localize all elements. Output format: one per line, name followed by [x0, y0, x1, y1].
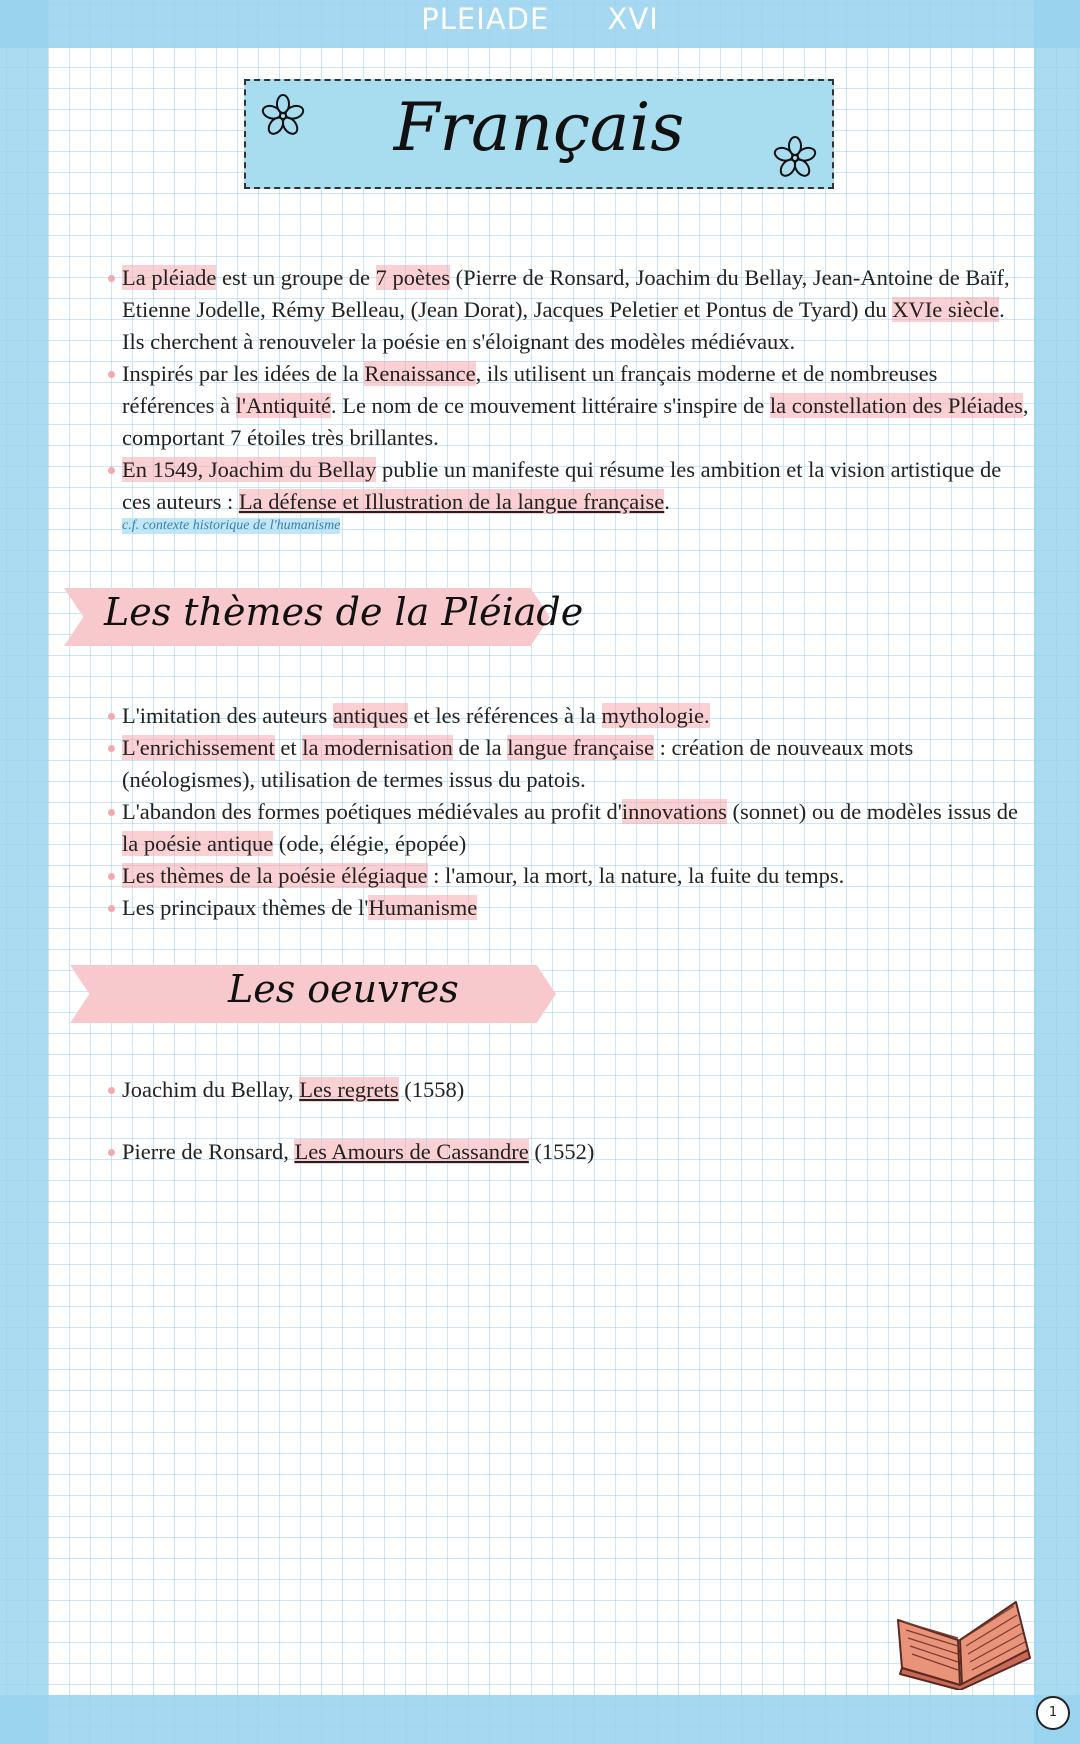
text: et les références à la [407, 703, 602, 728]
list-item [100, 796, 1030, 860]
text: (Pierre de Ronsard, Joachim du Bellay, Jean-Antoine de Baïf, Etienne Jodelle, Rémy Belleau, (Jean Dorat), Jacques Peletier et Pontus de Tyard) du [122, 265, 1010, 322]
themes-list [100, 700, 1030, 924]
list-item [100, 732, 1030, 796]
list-item [100, 262, 1030, 358]
text: . Ils cherchent à renouveler la poésie en s'éloignant des modèles médiévaux. [122, 297, 1005, 354]
text: Inspirés par les idées de la [122, 361, 365, 386]
text: : création de nouveaux mots (néologismes), utilisation de termes issus du patois. [122, 735, 914, 792]
highlight: La pléiade [122, 265, 217, 290]
highlight: 7 poètes [375, 265, 451, 290]
highlight: la modernisation [302, 735, 453, 760]
open-book-icon [888, 1580, 1038, 1690]
page-number: 1 [1036, 1696, 1070, 1730]
work-title: Les Amours de Cassandre [294, 1139, 529, 1164]
year: (1552) [528, 1139, 595, 1164]
author: Pierre de Ronsard, [122, 1139, 295, 1164]
year: (1558) [398, 1077, 465, 1102]
themes-heading: Les thèmes de la Pléiade [104, 590, 584, 634]
highlight: Les thèmes de la poésie élégiaque [122, 863, 428, 888]
left-band [0, 0, 48, 1744]
text: . Le nom de ce mouvement littéraire s'inspire de [330, 393, 770, 418]
text: (ode, élégie, épopée) [273, 831, 467, 856]
list-item [100, 454, 1030, 518]
header-subject: PLEIADE [421, 2, 550, 36]
text: L'imitation des auteurs [122, 703, 333, 728]
highlight: innovations [621, 799, 727, 824]
highlight: la poésie antique [122, 831, 274, 856]
list-item [100, 860, 1030, 892]
highlight: En 1549, Joachim du Bellay [122, 457, 377, 482]
page-title: Français [393, 89, 685, 166]
highlight: la constellation des Pléiades [769, 393, 1023, 418]
text: . [664, 489, 670, 514]
list-item [100, 1074, 1030, 1106]
highlight: Humanisme [368, 895, 478, 920]
text: et [274, 735, 303, 760]
list-item [100, 700, 1030, 732]
highlight: langue française [507, 735, 655, 760]
highlight: antiques [332, 703, 408, 728]
list-item [100, 358, 1030, 454]
author: Joachim du Bellay, [122, 1077, 300, 1102]
work-title: Les regrets [299, 1077, 399, 1102]
text: Les principaux thèmes de l' [122, 895, 369, 920]
highlight: mythologie. [601, 703, 710, 728]
text: de la [452, 735, 508, 760]
highlight: XVIe siècle [892, 297, 1000, 322]
works-heading: Les oeuvres [228, 967, 459, 1011]
text: L'abandon des formes poétiques médiévales au profit d' [122, 799, 622, 824]
intro-list [100, 262, 1030, 518]
title-box [244, 79, 834, 189]
header-century: XVI [607, 2, 659, 36]
works-list [100, 1074, 1030, 1168]
text: , comportant 7 étoiles très brillantes. [122, 393, 1029, 450]
text: , ils utilisent un français moderne et de nombreuses références à [122, 361, 938, 418]
list-item [100, 1136, 1030, 1168]
manifesto-title: La défense et Illustration de la langue française [238, 489, 665, 514]
text: (sonnet) ou de modèles issus de [726, 799, 1019, 824]
context-note: c.f. contexte historique de l'humanisme [122, 518, 341, 533]
highlight: l'Antiquité [235, 393, 331, 418]
bottom-band [0, 1695, 1080, 1744]
list-item [100, 892, 1030, 924]
page-header [0, 2, 1080, 36]
right-band [1034, 0, 1080, 1744]
text: publie un manifeste qui résume les ambition et la vision artistique de ces auteurs : [122, 457, 1002, 514]
highlight: Renaissance [364, 361, 476, 386]
flower-icon [772, 135, 818, 181]
highlight: L'enrichissement [122, 735, 275, 760]
text: : l'amour, la mort, la nature, la fuite du temps. [427, 863, 845, 888]
text: est un groupe de [216, 265, 376, 290]
